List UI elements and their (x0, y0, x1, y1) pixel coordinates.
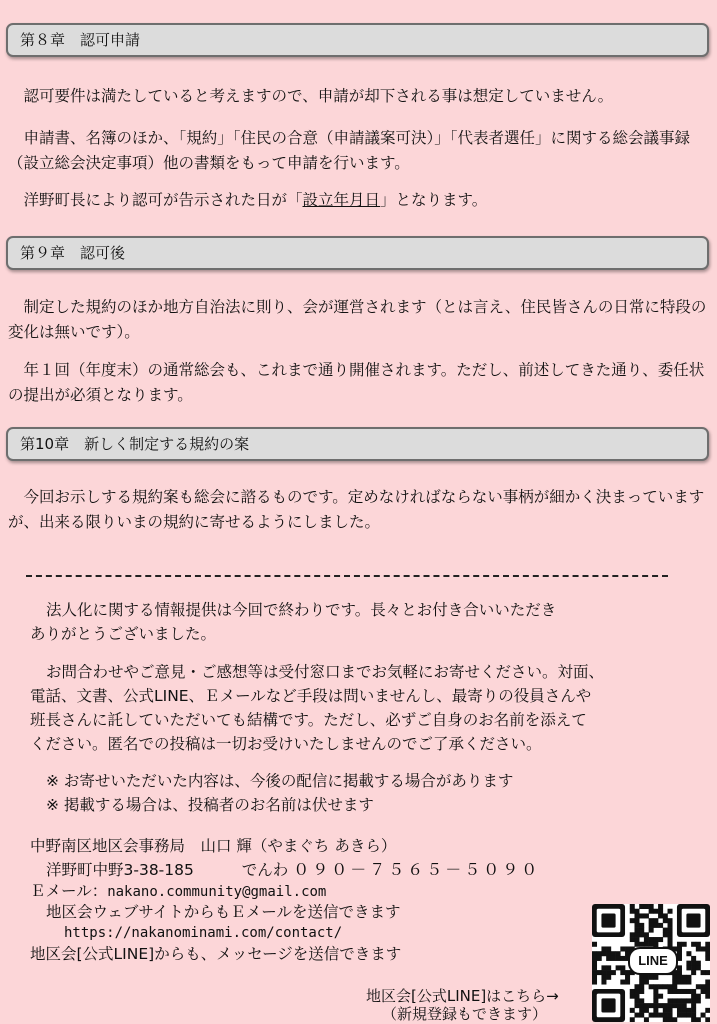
qr-module (639, 1008, 644, 1013)
qr-module (668, 923, 673, 928)
qr-module (677, 1013, 682, 1018)
qr-module (649, 918, 654, 923)
qr-module (597, 970, 602, 975)
qr-module (682, 1008, 687, 1013)
qr-module (644, 904, 649, 909)
qr-module (691, 942, 696, 947)
qr-module (663, 984, 668, 989)
qr-module (672, 980, 677, 985)
email-label: Ｅメール： (30, 882, 108, 900)
qr-module (601, 970, 606, 975)
qr-module (705, 984, 710, 989)
qr-module (639, 923, 644, 928)
qr-module (606, 956, 611, 961)
qr-module (668, 909, 673, 914)
qr-module (677, 1008, 682, 1013)
ch10-paragraph-1: 今回お示しする規約案も総会に諮るものです。定めなければならない事柄が細かく決まっていますが、出来る限りいまの規約に寄せるようにしました。 (8, 488, 705, 531)
qr-module (691, 998, 696, 1003)
address-text: 洋野町中野3-38-185 (46, 861, 194, 879)
qr-module (663, 1013, 668, 1018)
qr-module (658, 994, 663, 999)
qr-module (705, 994, 710, 999)
qr-module (639, 984, 644, 989)
qr-module (592, 975, 597, 980)
qr-module (630, 989, 635, 994)
line-qr-code[interactable] (592, 904, 710, 1022)
qr-module (611, 951, 616, 956)
chapter-10-header (6, 427, 709, 461)
qr-module (634, 923, 639, 928)
qr-module (597, 951, 602, 956)
qr-module (663, 928, 668, 933)
qr-module (682, 998, 687, 1003)
qr-module (630, 1008, 635, 1013)
qr-module (634, 1013, 639, 1018)
qr-module (630, 904, 635, 909)
qr-module (653, 1008, 658, 1013)
qr-module (634, 984, 639, 989)
qr-module (644, 975, 649, 980)
qr-module (644, 1017, 649, 1022)
qr-module (606, 970, 611, 975)
qr-module (620, 980, 625, 985)
qr-module (686, 951, 691, 956)
qr-module (696, 965, 701, 970)
qr-module (696, 946, 701, 951)
qr-module (696, 1017, 701, 1022)
qr-module (639, 998, 644, 1003)
qr-module (634, 913, 639, 918)
qr-module (620, 946, 625, 951)
qr-module (639, 904, 644, 909)
qr-module (634, 932, 639, 937)
chapter-8-header (6, 23, 709, 57)
qr-finder-pattern (601, 998, 615, 1012)
qr-module (658, 909, 663, 914)
qr-module (686, 975, 691, 980)
qr-module (686, 1008, 691, 1013)
qr-module (644, 1003, 649, 1008)
qr-module (663, 913, 668, 918)
qr-module (668, 1017, 673, 1022)
qr-module (668, 918, 673, 923)
ch8-paragraph-1: 認可要件は満たしていると考えますので、申請が却下される事は想定していません。 (23, 87, 614, 105)
qr-module (668, 937, 673, 942)
qr-module (691, 989, 696, 994)
qr-module (686, 961, 691, 966)
inquiry-line-2: 電話、文書、公式LINE、Ｅメールなど手段は問いませんし、最寄りの役員さんや (30, 687, 592, 705)
qr-module (616, 956, 621, 961)
qr-module (691, 970, 696, 975)
qr-module (658, 1003, 663, 1008)
qr-module (630, 1017, 635, 1022)
qr-module (625, 946, 630, 951)
qr-module (701, 984, 706, 989)
inquiry-line-3: 班長さんに託していただいても結構です。ただし、必ずご自身のお名前を添えて (30, 711, 587, 729)
qr-module (644, 913, 649, 918)
qr-module (649, 904, 654, 909)
qr-module (677, 1003, 682, 1008)
inquiry-line-1: お問合わせやご意見・ご感想等は受付窓口までお気軽にお寄せください。対面、 (46, 663, 605, 681)
qr-module (634, 1003, 639, 1008)
qr-module (630, 932, 635, 937)
qr-module (705, 946, 710, 951)
qr-module (649, 975, 654, 980)
qr-module (653, 937, 658, 942)
qr-module (701, 946, 706, 951)
chapter-8-title: 第８章 認可申請 (20, 31, 141, 49)
qr-module (705, 989, 710, 994)
qr-module (691, 1008, 696, 1013)
qr-module (639, 980, 644, 985)
qr-module (606, 946, 611, 951)
qr-module (701, 1013, 706, 1018)
qr-module (668, 932, 673, 937)
qr-module (682, 1013, 687, 1018)
qr-module (592, 980, 597, 985)
qr-module (677, 942, 682, 947)
qr-module (592, 965, 597, 970)
qr-module (658, 984, 663, 989)
qr-module (592, 942, 597, 947)
phone-number[interactable]: ０９０－７５６５－５０９０ (293, 860, 541, 879)
qr-module (601, 965, 606, 970)
qr-module (696, 942, 701, 947)
ch9-paragraph-2: 年１回（年度末）の通常総会も、これまで通り開催されます。ただし、前述してきた通り、委任状の提出が必須となります。 (8, 361, 705, 404)
qr-module (686, 980, 691, 985)
qr-module (653, 918, 658, 923)
qr-module (677, 946, 682, 951)
qr-module (658, 904, 663, 909)
qr-module (606, 951, 611, 956)
qr-module (682, 989, 687, 994)
qr-module (634, 989, 639, 994)
chapter-9-header (6, 236, 709, 270)
qr-module (649, 984, 654, 989)
ch9-paragraph-1: 制定した規約のほか地方自治法に則り、会が運営されます（とは言え、住民皆さんの日常に特段の変化は無いです）。 (8, 298, 707, 341)
qr-module (606, 965, 611, 970)
qr-module (672, 1003, 677, 1008)
dashed-divider (26, 575, 668, 577)
qr-module (630, 994, 635, 999)
qr-module (592, 970, 597, 975)
qr-module (649, 1003, 654, 1008)
qr-module (592, 956, 597, 961)
qr-module (668, 1003, 673, 1008)
qr-module (705, 951, 710, 956)
qr-module (672, 975, 677, 980)
qr-module (701, 970, 706, 975)
qr-module (668, 984, 673, 989)
ch8-paragraph-2: 申請書、名簿のほか、「規約」「住民の合意（申請議案可決）」「代表者選任」に関する総会議事録（設立総会決定事項）他の書類をもって申請を行います。 (8, 129, 691, 172)
ch8-p3-post: 」となります。 (380, 191, 488, 209)
qr-module (653, 909, 658, 914)
qr-module (653, 984, 658, 989)
qr-module (611, 956, 616, 961)
line-qr-sub: （新規登録もできます） (382, 1005, 548, 1023)
qr-module (705, 970, 710, 975)
qr-module (691, 994, 696, 999)
qr-module (634, 918, 639, 923)
qr-module (668, 928, 673, 933)
qr-module (668, 942, 673, 947)
qr-module (630, 937, 635, 942)
closing-line-1: 法人化に関する情報提供は今回で終わりです。長々とお付き合いいただき (46, 601, 557, 619)
qr-module (663, 918, 668, 923)
qr-module (682, 942, 687, 947)
ch8-paragraph-3 (8, 188, 708, 213)
qr-module (597, 956, 602, 961)
qr-module (691, 1017, 696, 1022)
qr-module (705, 942, 710, 947)
qr-module (691, 1003, 696, 1008)
qr-module (658, 1013, 663, 1018)
qr-module (682, 980, 687, 985)
qr-module (625, 980, 630, 985)
web-note: 地区会ウェブサイトからもＥメールを送信できます (46, 903, 401, 921)
qr-module (653, 989, 658, 994)
qr-module (630, 909, 635, 914)
qr-module (696, 994, 701, 999)
inquiry-line-4: ください。匿名での投稿は一切お受けいたしませんのでご了承ください。 (30, 735, 542, 753)
qr-module (644, 980, 649, 985)
line-logo-badge: LINE (628, 947, 678, 975)
qr-module (639, 975, 644, 980)
qr-module (686, 998, 691, 1003)
qr-module (705, 956, 710, 961)
qr-module (639, 932, 644, 937)
qr-module (639, 913, 644, 918)
qr-module (663, 932, 668, 937)
qr-module (653, 975, 658, 980)
qr-module (634, 998, 639, 1003)
qr-module (649, 1013, 654, 1018)
qr-module (606, 975, 611, 980)
qr-module (668, 989, 673, 994)
qr-module (668, 998, 673, 1003)
qr-module (682, 975, 687, 980)
qr-module (616, 951, 621, 956)
qr-module (663, 1017, 668, 1022)
establishment-date-term: 設立年月日 (302, 191, 381, 209)
qr-module (644, 932, 649, 937)
qr-module (620, 956, 625, 961)
contact-office: 中野南区地区会事務局 山口 輝（やまぐち あきら） (30, 837, 397, 855)
qr-module (644, 1008, 649, 1013)
qr-module (677, 998, 682, 1003)
qr-module (649, 937, 654, 942)
email-link[interactable]: nakano.community@gmail.com (107, 884, 327, 900)
qr-module (601, 980, 606, 985)
qr-module (677, 965, 682, 970)
qr-module (668, 1008, 673, 1013)
qr-module (616, 965, 621, 970)
qr-module (663, 1003, 668, 1008)
line-qr-label: 地区会[公式LINE]はこちら→ (366, 987, 559, 1005)
qr-module (649, 909, 654, 914)
qr-module (691, 1013, 696, 1018)
qr-module (653, 923, 658, 928)
qr-module (682, 1003, 687, 1008)
qr-module (634, 928, 639, 933)
qr-module (653, 994, 658, 999)
qr-module (686, 965, 691, 970)
qr-module (649, 928, 654, 933)
qr-module (644, 937, 649, 942)
qr-module (620, 965, 625, 970)
qr-module (653, 998, 658, 1003)
line-note: 地区会[公式LINE]からも、メッセージを送信できます (30, 945, 402, 963)
qr-module (653, 1003, 658, 1008)
qr-module (672, 989, 677, 994)
qr-module (677, 975, 682, 980)
qr-module (639, 928, 644, 933)
qr-module (601, 946, 606, 951)
qr-module (677, 980, 682, 985)
qr-module (592, 951, 597, 956)
qr-module (620, 970, 625, 975)
qr-module (677, 970, 682, 975)
qr-module (658, 913, 663, 918)
qr-module (691, 965, 696, 970)
qr-module (677, 989, 682, 994)
qr-module (668, 1013, 673, 1018)
qr-module (691, 961, 696, 966)
qr-module (658, 937, 663, 942)
qr-module (634, 909, 639, 914)
qr-module (639, 989, 644, 994)
qr-module (634, 937, 639, 942)
phone-label: でんわ (241, 861, 289, 879)
qr-module (658, 923, 663, 928)
chapter-9-title: 第９章 認可後 (20, 244, 126, 262)
qr-module (625, 975, 630, 980)
qr-module (696, 984, 701, 989)
qr-module (705, 1017, 710, 1022)
qr-module (696, 998, 701, 1003)
qr-module (630, 918, 635, 923)
qr-module (686, 1013, 691, 1018)
chapter-10-title: 第10章 新しく制定する規約の案 (20, 435, 250, 453)
qr-module (634, 994, 639, 999)
qr-module (696, 961, 701, 966)
qr-module (686, 989, 691, 994)
note-2: ※ 掲載する場合は、投稿者のお名前は伏せます (46, 796, 374, 814)
qr-finder-pattern (601, 913, 615, 927)
qr-module (672, 998, 677, 1003)
qr-module (639, 1013, 644, 1018)
qr-module (601, 975, 606, 980)
qr-module (691, 956, 696, 961)
qr-module (611, 970, 616, 975)
qr-module (625, 970, 630, 975)
qr-module (701, 989, 706, 994)
qr-module (649, 923, 654, 928)
qr-finder-pattern (686, 913, 700, 927)
qr-module (705, 980, 710, 985)
qr-module (672, 984, 677, 989)
qr-module (601, 951, 606, 956)
contact-url-link[interactable]: https://nakanominami.com/contact/ (64, 925, 343, 941)
closing-line-2: ありがとうございました。 (30, 625, 217, 643)
ch8-p3-pre: 洋野町長により認可が告示された日が「 (23, 191, 303, 209)
qr-module (672, 1017, 677, 1022)
qr-module (592, 961, 597, 966)
qr-module (639, 1003, 644, 1008)
note-1: ※ お寄せいただいた内容は、今後の配信に掲載する場合があります (46, 772, 514, 790)
qr-module (705, 1008, 710, 1013)
qr-module (663, 1008, 668, 1013)
qr-module (653, 1013, 658, 1018)
